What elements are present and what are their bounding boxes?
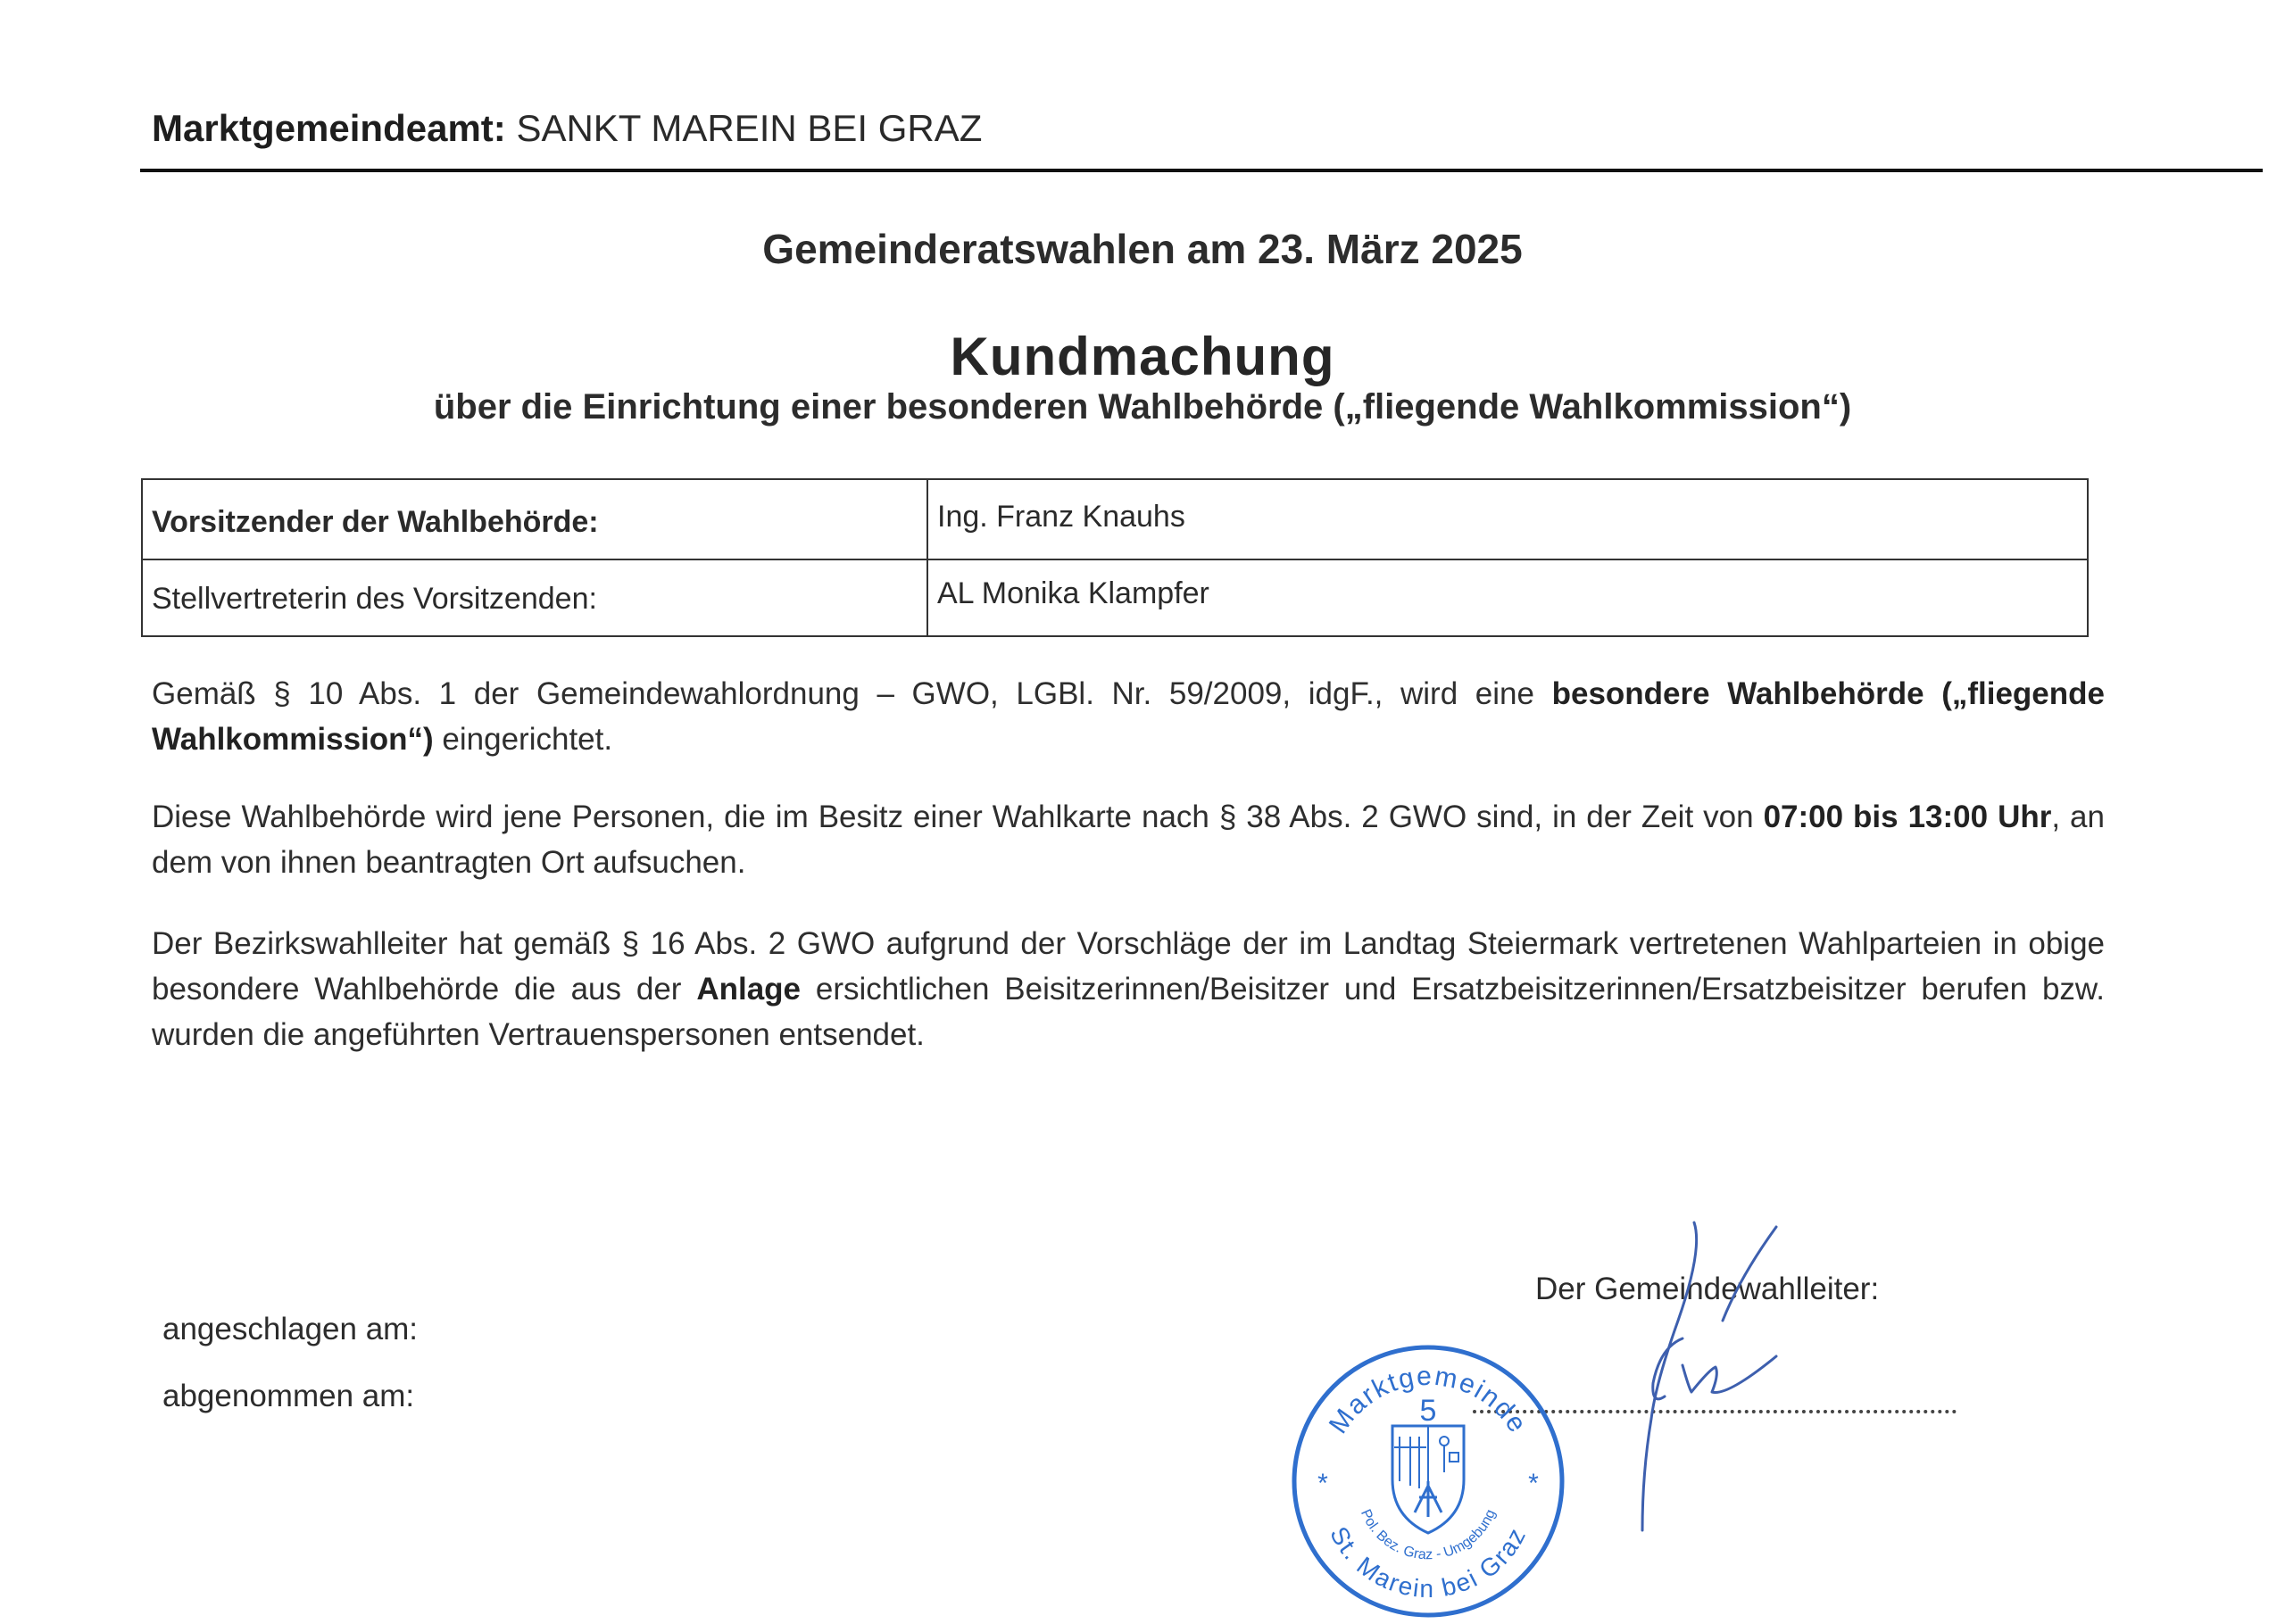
svg-text:*: * — [1317, 1469, 1328, 1498]
chair-name-cell: Ing. Franz Knauhs — [937, 500, 1185, 534]
table-row-divider — [143, 559, 2087, 560]
p1-bold: besondere Wahlbehörde („fliegende Wahlkommission“) — [152, 676, 2105, 757]
table-column-divider — [926, 480, 928, 635]
deputy-name-cell: AL Monika Klampfer — [937, 576, 1209, 610]
stamp-inner-text: Pol. Bez. Graz - Umgebung — [1357, 1507, 1500, 1563]
removed-on-label: abgenommen am: — [162, 1379, 415, 1413]
municipal-stamp-icon — [1285, 1338, 1571, 1624]
p3-bold: Anlage — [696, 972, 802, 1007]
p2-bold: 07:00 bis 13:00 Uhr — [1763, 800, 2052, 834]
stamp-bottom-text: St. Marein bei Graz — [1325, 1521, 1532, 1603]
office-name: SANKT MAREIN BEI GRAZ — [516, 107, 983, 149]
stamp-top-text: Marktgemeinde — [1323, 1361, 1533, 1439]
p1-tail: eingerichtet. — [433, 722, 613, 757]
election-leader-label: Der Gemeindewahlleiter: — [1535, 1272, 1880, 1306]
deputy-role-cell: Stellvertreterin des Vorsitzenden: — [152, 582, 597, 616]
p1-text: Gemäß § 10 Abs. 1 der Gemeindewahlordnung – GWO, LGBl. Nr. 59/2009, idgF., wird eine — [152, 676, 1552, 711]
office-header — [152, 107, 982, 150]
election-title: Gemeinderatswahlen am 23. März 2025 — [762, 226, 1523, 272]
paragraph-appointment — [152, 921, 2105, 1057]
notice-title: Kundmachung — [950, 327, 1335, 386]
p2-tail: , an dem von ihnen beantragten Ort aufsuchen. — [152, 800, 2105, 880]
svg-text:*: * — [1528, 1469, 1539, 1498]
header-rule — [140, 169, 2263, 172]
p3-text: Der Bezirkswahlleiter hat gemäß § 16 Abs. 2 GWO aufgrund der Vorschläge der im Landtag Steiermark vertretenen Wahlparteien in obige besondere Wahlbehörde die aus der — [152, 926, 2105, 1007]
notice-subtitle: über die Einrichtung einer besonderen Wahlbehörde („fliegende Wahlkommission“) — [433, 387, 1852, 427]
paragraph-schedule — [152, 794, 2105, 885]
office-label: Marktgemeindeamt: — [152, 107, 506, 149]
posted-on-label: angeschlagen am: — [162, 1312, 419, 1346]
p2-text: Diese Wahlbehörde wird jene Personen, die im Besitz einer Wahlkarte nach § 38 Abs. 2 GWO sind, in der Zeit von — [152, 800, 1764, 834]
chair-role-cell: Vorsitzender der Wahlbehörde: — [152, 505, 599, 539]
handwritten-signature-icon — [1553, 1214, 1821, 1544]
stamp-number: 5 — [1419, 1394, 1437, 1428]
p3-tail: ersichtlichen Beisitzerinnen/Beisitzer und Ersatzbeisitzerinnen/Ersatzbeisitzer berufen bzw. wurden die angeführten Vertrauenspersonen entsendet. — [152, 972, 2105, 1052]
board-table — [141, 478, 2089, 637]
paragraph-establishment — [152, 671, 2105, 762]
